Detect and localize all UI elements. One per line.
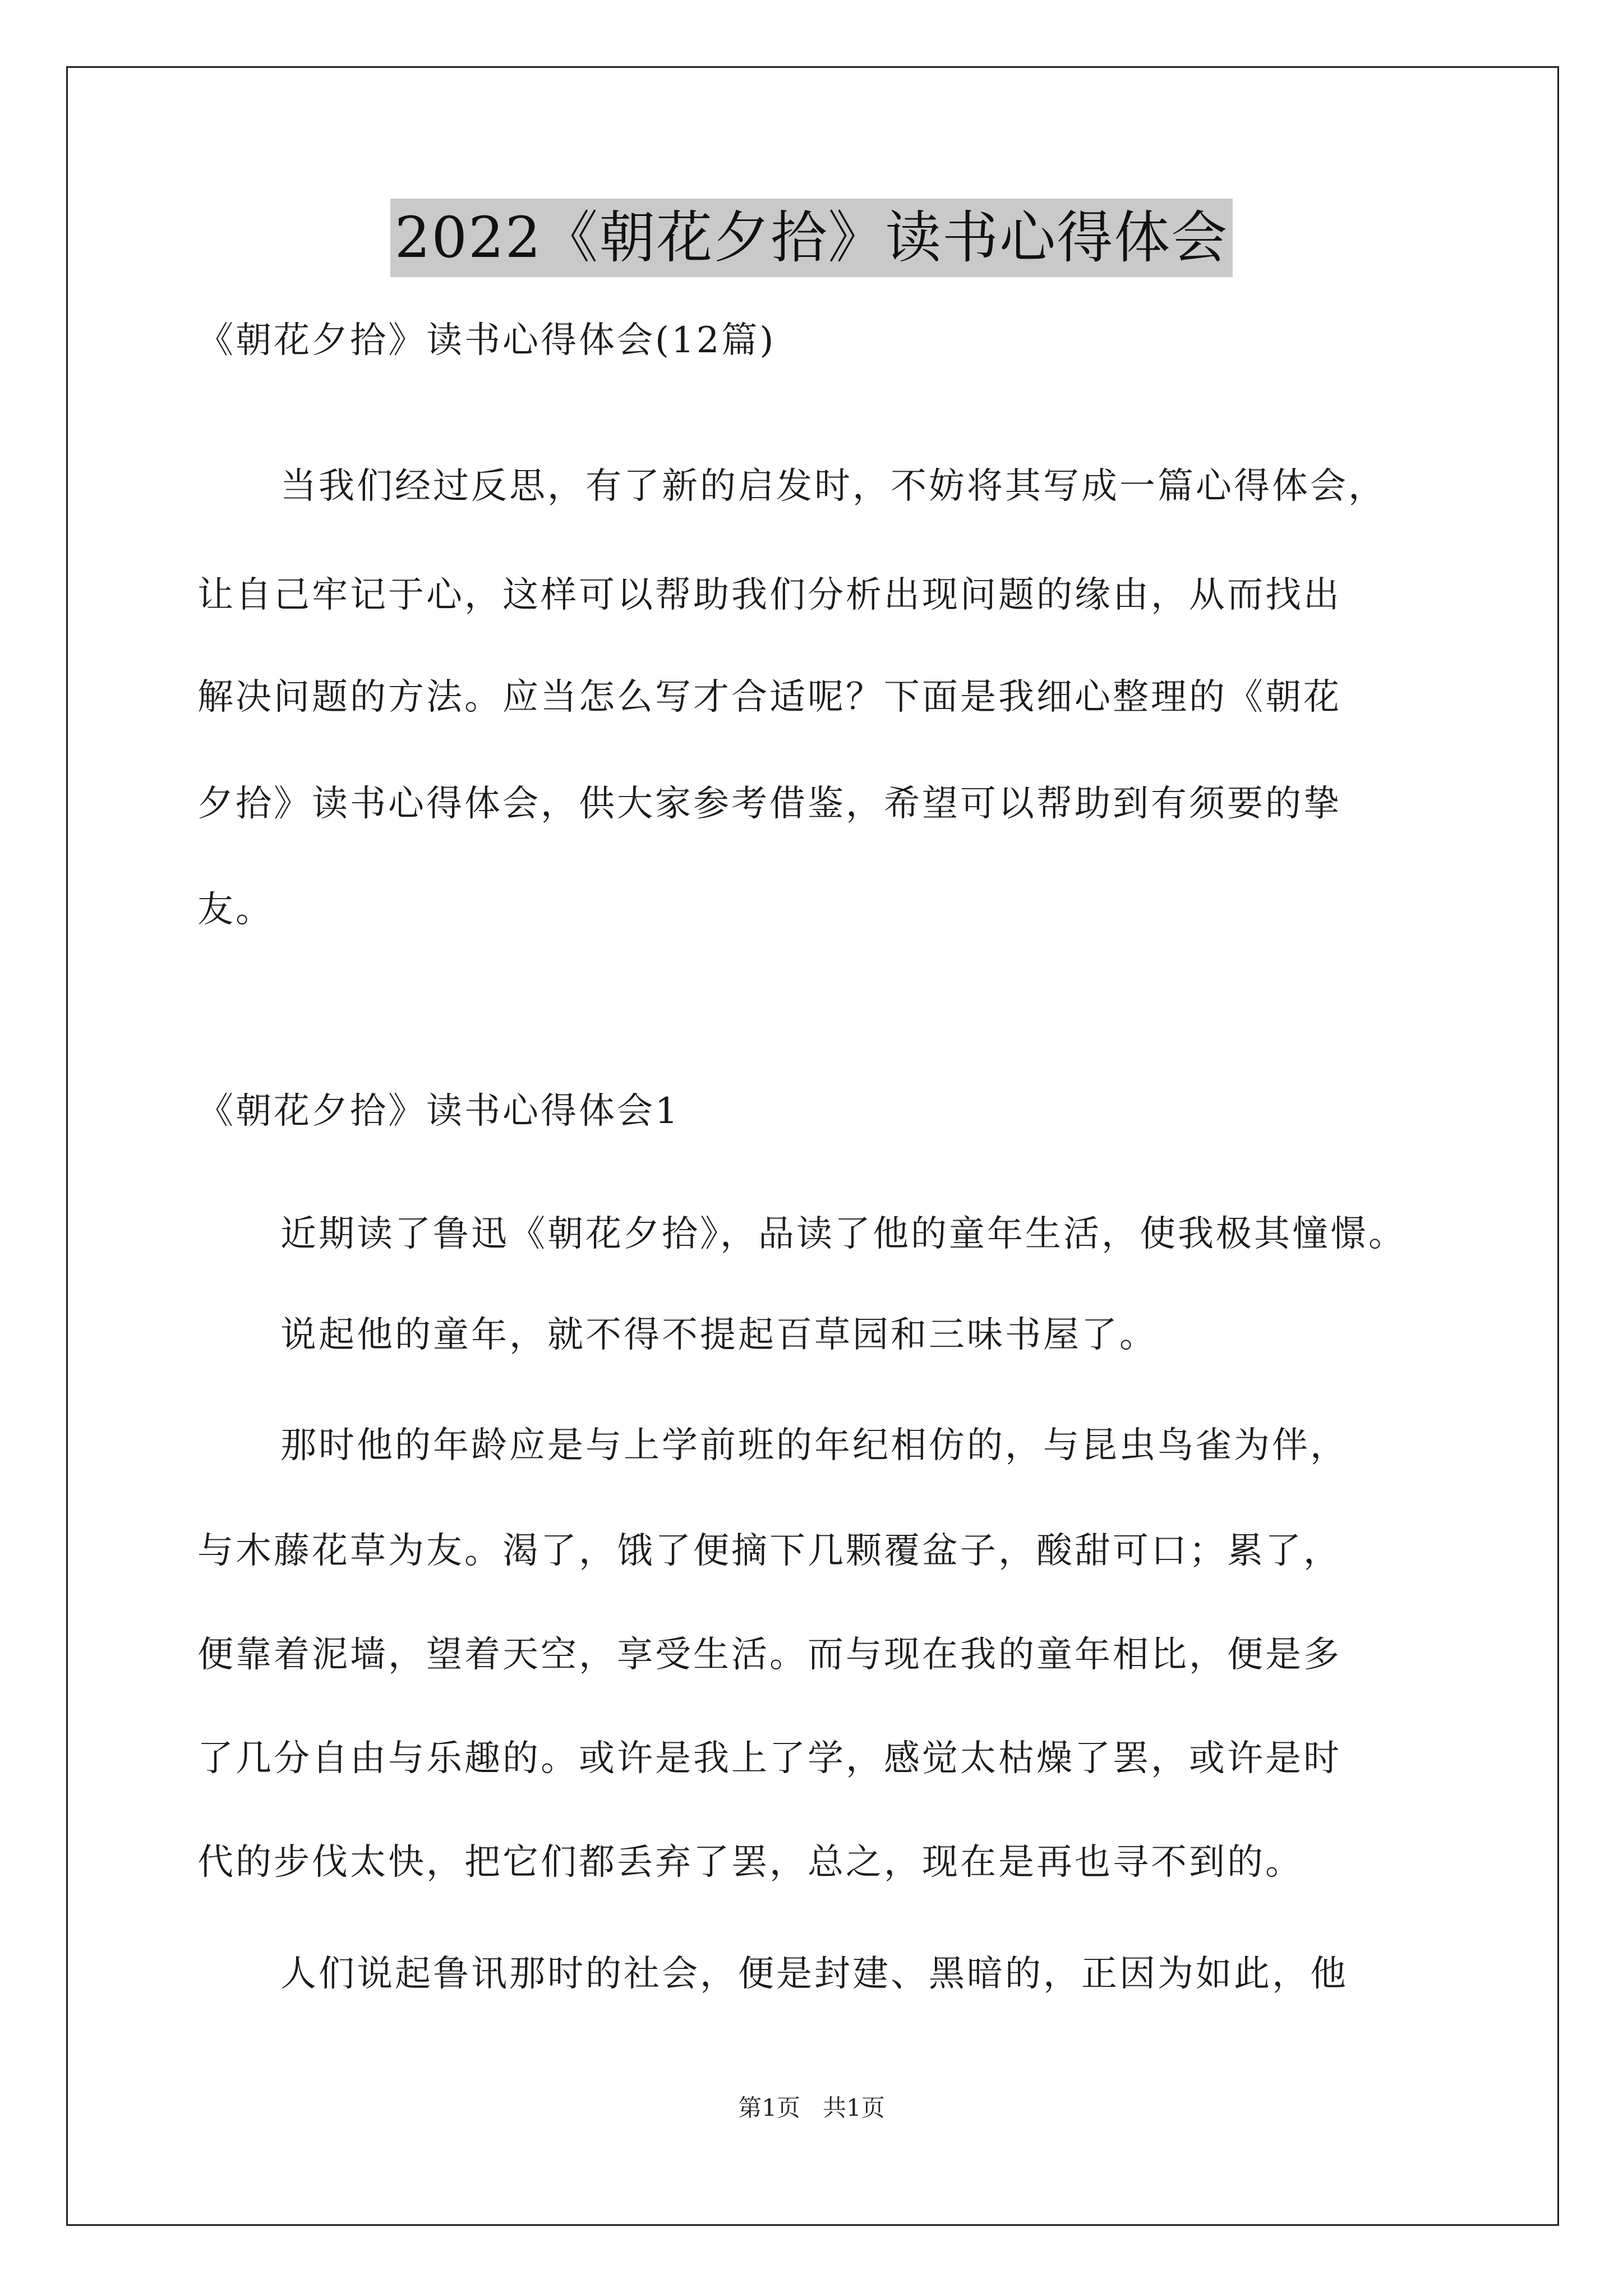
paragraph-line: 人们说起鲁讯那时的社会，便是封建、黑暗的，正因为如此，他 [280, 1953, 1348, 1995]
paragraph-line: 夕拾》读书心得体会，供大家参考借鉴，希望可以帮助到有须要的挚 [197, 783, 1341, 825]
paragraph-line: 那时他的年龄应是与上学前班的年纪相仿的，与昆虫鸟雀为伴， [280, 1425, 1348, 1466]
page-footer: 第1页 共1页 [738, 2094, 885, 2122]
page-border [66, 66, 1559, 2226]
paragraph-line: 了几分自由与乐趣的。或许是我上了学，感觉太枯燥了罢，或许是时 [197, 1738, 1341, 1779]
paragraph-line: 便靠着泥墙，望着天空，享受生活。而与现在我的童年相比，便是多 [197, 1634, 1341, 1676]
paragraph-line: 当我们经过反思，有了新的启发时，不妨将其写成一篇心得体会， [280, 466, 1386, 507]
paragraph-line: 说起他的童年，就不得不提起百草园和三味书屋了。 [280, 1314, 1158, 1356]
paragraph-line: 与木藤花草为友。渴了，饿了便摘下几颗覆盆子，酸甜可口；累了， [197, 1530, 1341, 1572]
paragraph-line: 近期读了鲁迅《朝花夕拾》，品读了他的童年生活，使我极其憧憬。 [280, 1213, 1407, 1255]
section-heading: 《朝花夕拾》读书心得体会1 [197, 1091, 680, 1132]
paragraph-line: 友。 [197, 889, 274, 931]
title-wrap [0, 199, 1623, 277]
paragraph-line: 代的步伐太快，把它们都丢弃了罢，总之，现在是再也寻不到的。 [197, 1842, 1303, 1883]
paragraph-line: 让自己牢记于心，这样可以帮助我们分析出现问题的缘由，从而找出 [197, 574, 1341, 616]
document-title: 2022《朝花夕拾》读书心得体会 [390, 199, 1233, 277]
document-subtitle: 《朝花夕拾》读书心得体会(12篇) [197, 320, 776, 361]
paragraph-line: 解决问题的方法。应当怎么写才合适呢？下面是我细心整理的《朝花 [197, 677, 1341, 718]
